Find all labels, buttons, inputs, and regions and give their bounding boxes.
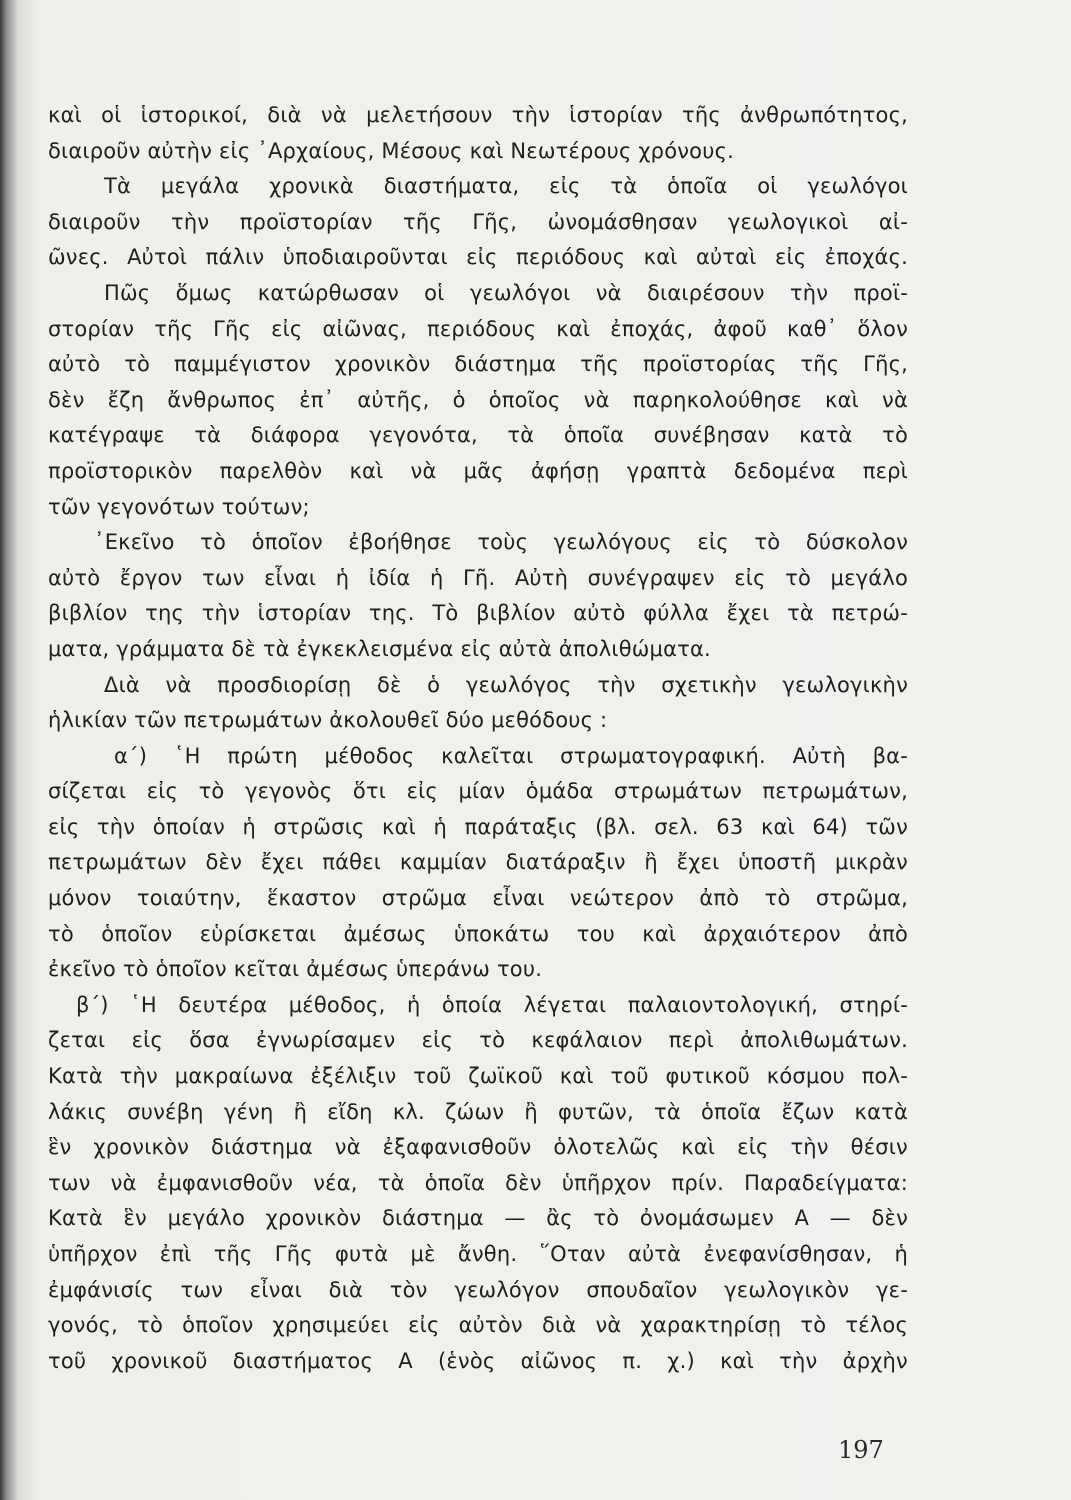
text-line: καὶ οἱ ἱστορικοί, διὰ νὰ μελετήσουν τὴν ἱστορίαν τῆς ἀνθρωπότητος,	[48, 103, 908, 127]
text-line: τὸ ὁποῖον εὑρίσκεται ἀμέσως ὑποκάτω του καὶ ἀρχαιότερον ἀπὸ	[48, 921, 908, 946]
text-line: γονός, τὸ ὁποῖον χρησιμεύει εἰς αὐτὸν διὰ νὰ χαρακτηρίσῃ τὸ τέλος	[48, 1313, 908, 1338]
text-line: διαιροῦν αὐτὴν εἰς ᾿Αρχαίους, Μέσους καὶ Νεωτέρους χρόνους.	[48, 138, 734, 163]
text-line: διαιροῦν τὴν προϊστορίαν τῆς Γῆς, ὠνομάσθησαν γεωλογικοὶ αἰ-	[48, 209, 908, 234]
text-line: ᾿Εκεῖνο τὸ ὁποῖον ἐβοήθησε τοὺς γεωλόγους εἰς τὸ δύσκολον	[94, 530, 908, 555]
text-line: τοῦ χρονικοῦ διαστήματος Α (ἑνὸς αἰῶνος π. χ.) καὶ τὴν ἀρχὴν	[48, 1348, 908, 1373]
text-line: προϊστορικὸν παρελθὸν καὶ νὰ μᾶς ἀφήσῃ γραπτὰ δεδομένα περὶ	[48, 458, 908, 483]
text-line: β΄) ῾Η δευτέρα μέθοδος, ἡ ὁποία λέγεται παλαιοντολογική, στηρί-	[76, 992, 908, 1017]
text-line: μόνον τοιαύτην, ἕκαστον στρῶμα εἶναι νεώτερον ἀπὸ τὸ στρῶμα,	[48, 886, 908, 911]
text-line: ἓν χρονικὸν διάστημα νὰ ἐξαφανισθοῦν ὁλοτελῶς καὶ εἰς τὴν θέσιν	[48, 1135, 908, 1160]
text-line: σίζεται εἰς τὸ γεγονὸς ὅτι εἰς μίαν ὁμάδα στρωμάτων πετρωμάτων,	[48, 779, 908, 804]
text-line: εἰς τὴν ὁποίαν ἡ στρῶσις καὶ ἡ παράταξις (βλ. σελ. 63 καὶ 64) τῶν	[48, 814, 908, 839]
text-line: ἡλικίαν τῶν πετρωμάτων ἀκολουθεῖ δύο μεθόδους :	[48, 708, 608, 733]
text-line: στορίαν τῆς Γῆς εἰς αἰῶνας, περιόδους καὶ ἐποχάς, ἀφοῦ καθ᾿ ὅλον	[48, 316, 908, 341]
text-line: κατέγραψε τὰ διάφορα γεγονότα, τὰ ὁποῖα συνέβησαν κατὰ τὸ	[48, 423, 908, 448]
text-line: Πῶς ὅμως κατώρθωσαν οἱ γεωλόγοι νὰ διαιρέσουν τὴν προϊ-	[104, 280, 908, 305]
text-line: βιβλίον της τὴν ἱστορίαν της. Τὸ βιβλίον αὐτὸ φύλλα ἔχει τὰ πετρώ-	[48, 601, 908, 626]
text-line: Κατὰ ἓν μεγάλο χρονικὸν διάστημα — ἂς τὸ ὀνομάσωμεν Α — δὲν	[48, 1206, 908, 1231]
text-line: Διὰ νὰ προσδιορίσῃ δὲ ὁ γεωλόγος τὴν σχετικὴν γεωλογικὴν	[104, 672, 908, 697]
text-line: αὐτὸ τὸ παμμέγιστον χρονικὸν διάστημα τῆς προϊστορίας τῆς Γῆς,	[48, 352, 908, 377]
text-line: ὑπῆρχον ἐπὶ τῆς Γῆς φυτὰ μὲ ἄνθη. ῞Οταν αὐτὰ ἐνεφανίσθησαν, ἡ	[48, 1242, 908, 1266]
text-line: α΄) ῾Η πρώτη μέθοδος καλεῖται στρωματογραφική. Αὐτὴ βα-	[114, 743, 908, 768]
text-line: λάκις συνέβη γένη ἢ εἴδη κλ. ζώων ἢ φυτῶν, τὰ ὁποῖα ἔζων κατὰ	[48, 1099, 908, 1124]
text-line: ῶνες. Αὐτοὶ πάλιν ὑποδιαιροῦνται εἰς περιόδους καὶ αὐταὶ εἰς ἐποχάς.	[48, 245, 908, 270]
text-line: Τὰ μεγάλα χρονικὰ διαστήματα, εἰς τὰ ὁποῖα οἱ γεωλόγοι	[104, 174, 908, 199]
body-text	[48, 98, 908, 1379]
page-number: 197	[838, 1436, 884, 1464]
text-line: ματα, γράμματα δὲ τὰ ἐγκεκλεισμένα εἰς αὐτὰ ἀπολιθώματα.	[48, 636, 711, 661]
text-line: πετρωμάτων δὲν ἔχει πάθει καμμίαν διατάραξιν ἢ ἔχει ὑποστῆ μικρὰν	[48, 850, 908, 875]
text-line: ἐμφάνισίς των εἶναι διὰ τὸν γεωλόγον σπουδαῖον γεωλογικὸν γε-	[48, 1277, 908, 1302]
text-line: των νὰ ἐμφανισθοῦν νέα, τὰ ὁποῖα δὲν ὑπῆρχον πρίν. Παραδείγματα:	[48, 1170, 908, 1195]
text-line: δὲν ἔζη ἄνθρωπος ἐπ᾿ αὐτῆς, ὁ ὁποῖος νὰ παρηκολούθησε καὶ νὰ	[48, 387, 908, 412]
text-line: τῶν γεγονότων τούτων;	[48, 494, 310, 519]
text-line: ἐκεῖνο τὸ ὁποῖον κεῖται ἀμέσως ὑπεράνω του.	[48, 957, 543, 982]
text-line: ζεται εἰς ὅσα ἐγνωρίσαμεν εἰς τὸ κεφάλαιον περὶ ἀπολιθωμάτων.	[48, 1028, 908, 1053]
text-line: Κατὰ τὴν μακραίωνα ἐξέλιξιν τοῦ ζωϊκοῦ καὶ τοῦ φυτικοῦ κόσμου πολ-	[48, 1064, 908, 1089]
text-line: αὐτὸ ἔργον των εἶναι ἡ ἰδία ἡ Γῆ. Αὐτὴ συνέγραψεν εἰς τὸ μεγάλο	[48, 565, 908, 590]
